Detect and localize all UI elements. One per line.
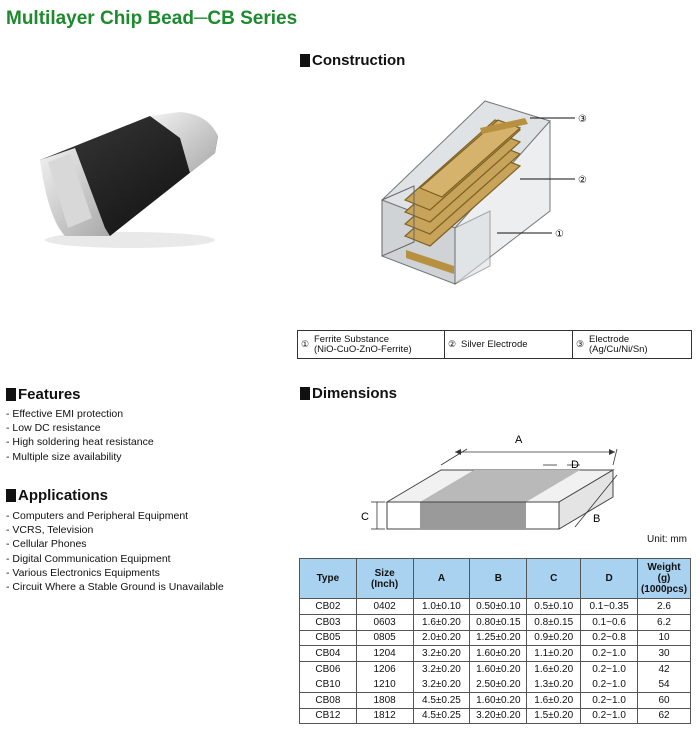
bullet-square-icon [300,54,310,67]
list-item: - Effective EMI protection [6,408,124,420]
table-row [300,599,691,615]
legend-num: ② [447,339,457,349]
table-cell: 0.9±0.20 [527,630,581,646]
table-cell: CB03 [300,614,357,630]
table-cell: 0.1~0.6 [581,614,638,630]
construction-heading: Construction [300,52,405,69]
table-cell: 0.80±0.15 [470,614,527,630]
dim-label-d: D [571,459,579,471]
table-cell: CB05 [300,630,357,646]
table-cell: 60 [638,692,691,708]
applications-list [6,509,224,594]
table-cell: 30 [638,646,691,662]
table-row [300,662,691,677]
chip-bead-photo [30,108,222,258]
table-cell: 1.25±0.20 [470,630,527,646]
table-cell: 1.3±0.20 [527,677,581,692]
table-cell: 0.2~1.0 [581,692,638,708]
table-cell: CB02 [300,599,357,615]
table-cell: 1.0±0.10 [413,599,470,615]
table-cell: 0.2~1.0 [581,708,638,724]
applications-heading: Applications [6,487,108,504]
col-header-b: B [470,559,527,599]
table-cell: 1204 [356,646,413,662]
col-header-weight: Weight (g) (1000pcs) [638,559,691,599]
table-cell: 1.1±0.20 [527,646,581,662]
table-cell: 1.60±0.20 [470,646,527,662]
table-cell: 0805 [356,630,413,646]
table-header-row [300,559,691,599]
col-header-size: Size (Inch) [356,559,413,599]
table-cell: CB04 [300,646,357,662]
table-cell: 1812 [356,708,413,724]
table-cell: 6.2 [638,614,691,630]
dimension-diagram [355,425,655,535]
table-cell: 1.60±0.20 [470,692,527,708]
table-cell: 0.8±0.15 [527,614,581,630]
table-cell: CB08 [300,692,357,708]
list-item: - Multiple size availability [6,450,122,463]
table-row [300,614,691,630]
list-item: - Low DC resistance [6,422,101,435]
legend-line: (Ag/Cu/Ni/Sn) [589,343,648,355]
table-cell: 0.5±0.10 [527,599,581,615]
table-cell: 0.2~0.8 [581,630,638,646]
table-cell: 2.6 [638,599,691,615]
legend-line: Electrode [589,333,630,345]
table-cell: 42 [638,662,691,677]
table-cell: 0.2~1.0 [581,646,638,662]
table-cell: CB10 [300,677,357,692]
table-cell: 2.0±0.20 [413,630,470,646]
legend-line: Ferrite Substance [314,333,389,345]
table-cell: 1.6±0.20 [527,662,581,677]
table-cell: 0.2~1.0 [581,677,638,692]
list-item: - Computers and Peripheral Equipment [6,510,189,522]
table-cell: 3.20±0.20 [470,708,527,724]
table-cell: 3.2±0.20 [413,662,470,677]
table-cell: 3.2±0.20 [413,677,470,692]
legend-item-ferrite [298,331,445,358]
table-row [300,708,691,724]
table-cell: 54 [638,677,691,692]
construction-legend [297,330,692,359]
table-cell: 62 [638,708,691,724]
dim-label-a: A [515,434,523,446]
col-header-type: Type [300,559,357,599]
legend-line: (NiO-CuO-ZnO-Ferrite) [314,343,412,355]
table-cell: 1210 [356,677,413,692]
table-cell: 1.5±0.20 [527,708,581,724]
table-cell: 3.2±0.20 [413,646,470,662]
table-cell: 4.5±0.25 [413,708,470,724]
table-cell: 1808 [356,692,413,708]
dimensions-table [299,558,691,724]
unit-label: Unit: mm [647,534,687,545]
legend-item-electrode [573,331,691,358]
list-item: - Cellular Phones [6,538,87,551]
table-cell: 1.6±0.20 [413,614,470,630]
table-cell: 0.50±0.10 [470,599,527,615]
table-cell: 0603 [356,614,413,630]
callout-1-icon: ① [555,229,564,240]
features-list [6,407,154,464]
table-row [300,646,691,662]
table-cell: 0402 [356,599,413,615]
dim-label-c: C [361,511,369,523]
dimensions-heading: Dimensions [300,385,397,402]
table-cell: 0.2~1.0 [581,662,638,677]
construction-diagram [370,96,610,316]
table-cell: CB12 [300,708,357,724]
table-cell: 1.60±0.20 [470,662,527,677]
legend-line: Silver Electrode [461,338,528,350]
list-item: - High soldering heat resistance [6,436,154,449]
bullet-square-icon [6,489,16,502]
table-cell: 2.50±0.20 [470,677,527,692]
list-item: - Digital Communication Equipment [6,552,171,565]
table-cell: CB06 [300,662,357,677]
page-title: Multilayer Chip Bead─CB Series [6,8,298,29]
legend-item-silver [445,331,573,358]
list-item: - VCRS, Television [6,524,94,537]
dim-label-b: B [593,513,601,525]
list-item: - Various Electronics Equipments [6,566,160,579]
table-cell: 1206 [356,662,413,677]
table-cell: 1.6±0.20 [527,692,581,708]
callout-2-icon: ② [578,175,587,186]
table-cell: 0.1~0.35 [581,599,638,615]
legend-num: ① [300,339,310,349]
col-header-a: A [413,559,470,599]
bullet-square-icon [300,387,310,400]
callout-3-icon: ③ [578,114,587,125]
bullet-square-icon [6,388,16,401]
col-header-c: C [527,559,581,599]
table-row [300,692,691,708]
table-row [300,630,691,646]
list-item: - Circuit Where a Stable Ground is Unavailable [6,581,224,594]
table-cell: 10 [638,630,691,646]
legend-num: ③ [575,339,585,349]
col-header-d: D [581,559,638,599]
table-row [300,677,691,692]
features-heading: Features [6,386,81,403]
table-cell: 4.5±0.25 [413,692,470,708]
